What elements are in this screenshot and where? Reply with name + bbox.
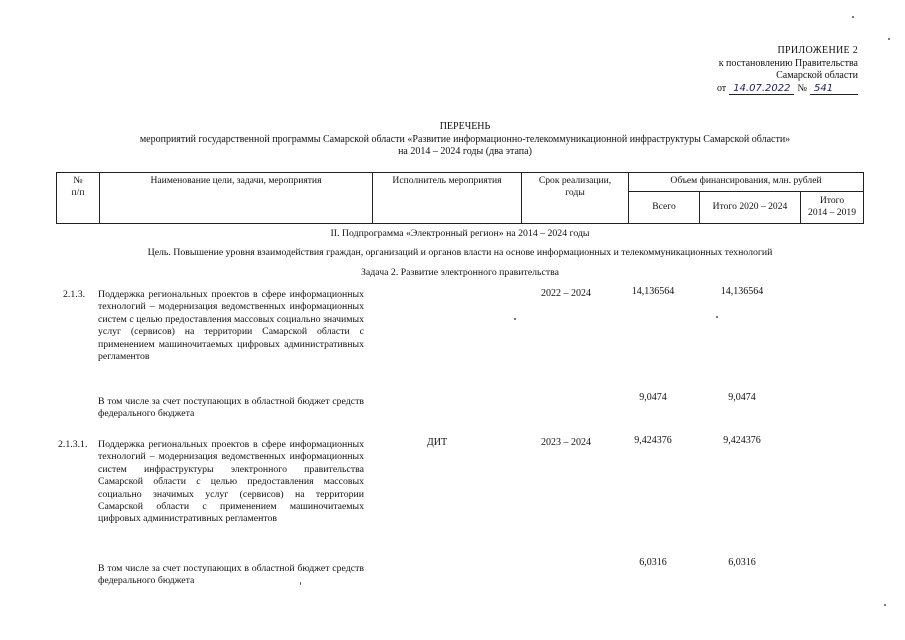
row-description: В том числе за счет поступающих в областной бюджет средств федерального бюджета [98, 563, 364, 587]
appendix-line1: к постановлению Правительства [718, 57, 858, 69]
scan-speck [888, 38, 890, 40]
table-header [56, 172, 864, 224]
header-term-line2: годы [565, 187, 585, 198]
row-total-2020: 14,136564 [720, 286, 764, 297]
row-total: 14,136564 [631, 286, 675, 297]
scan-speck [852, 16, 854, 18]
appendix-line2: Самарской области [776, 70, 858, 81]
subprogram-title: II. Подпрограмма «Электронный регион» на 2014 – 2024 годы [330, 228, 590, 239]
row-total-2020: 9,424376 [723, 435, 761, 446]
row-number: 2.1.3. [63, 289, 86, 300]
header-total-2014-line1: Итого [819, 195, 845, 207]
heading-line1: мероприятий государственной программы Самарской области «Развитие информационно-телекоммуникационной инфраструктуры Самарской области» [139, 133, 791, 145]
header-term-line1: Срок реализации, [538, 175, 612, 186]
appendix-date-line [698, 83, 858, 96]
header-finance: Объем финансирования, млн. рублей [629, 173, 864, 192]
header-total: Всего [629, 191, 700, 223]
row-description: В том числе за счет поступающих в областной бюджет средств федерального бюджета [98, 396, 364, 420]
number-prefix: № [797, 82, 807, 94]
goal-title: Цель. Повышение уровня взаимодействия граждан, организаций и органов власти на основе информационных и телекоммуникационных технологий [147, 247, 773, 258]
header-total-2020: Итого 2020 – 2024 [700, 191, 801, 223]
header-total-2014-line2: 2014 – 2019 [808, 207, 856, 219]
row-term: 2023 – 2024 [541, 437, 591, 448]
scan-speck [300, 582, 301, 585]
row-description: Поддержка региональных проектов в сфере информационных технологий – модернизация ведомственных информационных систем инфраструктуры электронного правительства Самарской области с целью предоставления массовых социально значимых услуг (сервисов) на территории Самарской области с применением машиночитаемых цифровых административных регламентов [98, 439, 364, 525]
header-num [57, 173, 100, 224]
row-total: 9,424376 [634, 435, 672, 446]
document-heading [100, 121, 830, 159]
appendix-title: ПРИЛОЖЕНИЕ 2 [777, 45, 858, 56]
header-total-2014 [801, 191, 864, 223]
scan-speck [514, 318, 516, 320]
header-num-line1: № [73, 175, 83, 186]
scan-speck [716, 316, 718, 318]
date-prefix: от [716, 82, 727, 94]
task-title: Задача 2. Развитие электронного правительства [361, 267, 559, 278]
heading-line2: на 2014 – 2024 годы (два этапа) [398, 146, 532, 157]
header-num-line2: п/п [71, 187, 85, 198]
row-executor: ДИТ [426, 437, 448, 448]
header-name: Наименование цели, задачи, мероприятия [100, 173, 373, 224]
row-total: 6,0316 [639, 557, 667, 568]
row-total: 9,0474 [639, 392, 667, 403]
heading-title: ПЕРЕЧЕНЬ [439, 121, 491, 132]
header-term [522, 173, 629, 224]
number-value: 541 [810, 83, 858, 95]
row-description: Поддержка региональных проектов в сфере информационных технологий – модернизация ведомственных информационных систем с целью предоставления массовых социально значимых услуг (сервисов) на территории Самарской области с применением машиночитаемых цифровых административных регламентов [98, 289, 364, 363]
row-total-2020: 6,0316 [728, 557, 756, 568]
row-number: 2.1.3.1. [58, 439, 88, 450]
row-total-2020: 9,0474 [728, 392, 756, 403]
scan-speck [884, 604, 886, 606]
appendix-block [698, 45, 858, 95]
header-executor: Исполнитель мероприятия [373, 173, 522, 224]
row-term: 2022 – 2024 [541, 288, 591, 299]
date-value: 14.07.2022 [729, 83, 794, 95]
